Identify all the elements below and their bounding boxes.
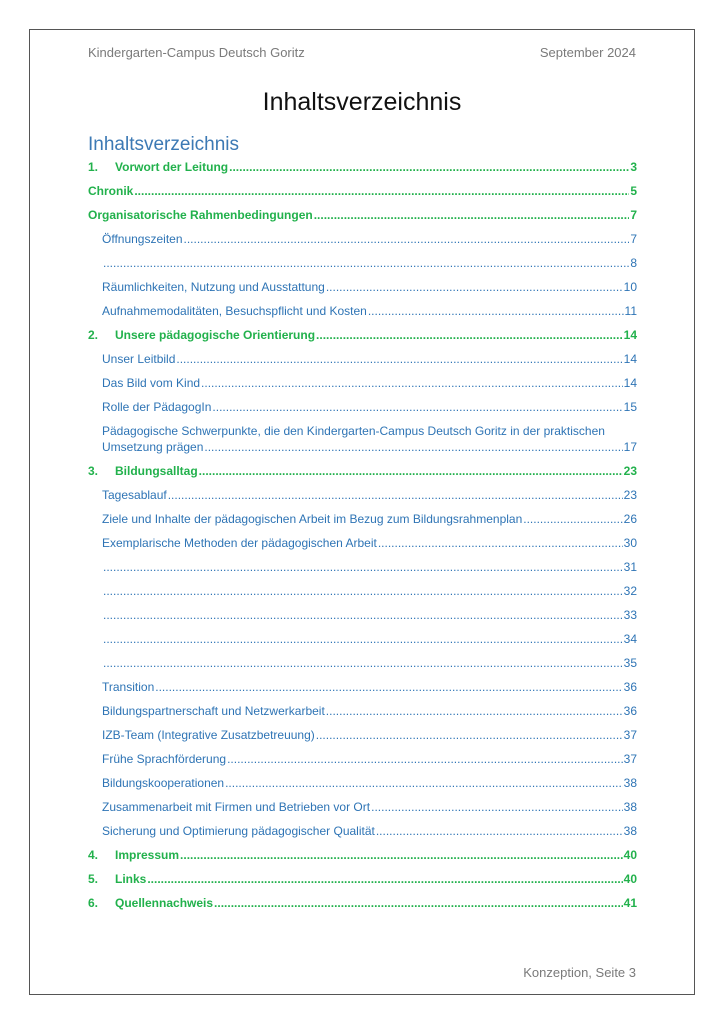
- toc-dot-leader: [326, 703, 623, 719]
- toc-dot-leader: [176, 351, 622, 367]
- toc-entry-number: 6.: [88, 896, 99, 910]
- toc-page-number: 3: [630, 160, 637, 174]
- toc-entry-row: [102, 255, 637, 271]
- toc-entry-text: Öffnungszeiten: [102, 232, 183, 246]
- toc-dot-leader: [316, 327, 623, 343]
- toc-page-number: 11: [624, 304, 637, 318]
- toc-entry-row: [88, 871, 637, 887]
- toc-dot-leader: [103, 607, 623, 623]
- toc-dot-leader: [103, 631, 623, 647]
- toc-page-number: 7: [630, 232, 637, 246]
- toc-dot-leader: [368, 303, 624, 319]
- toc-dot-leader: [103, 583, 623, 599]
- toc-entry-row: [88, 895, 637, 911]
- toc-dot-leader: [199, 463, 623, 479]
- toc-page-number: 8: [630, 256, 637, 270]
- toc-page-number: 7: [630, 208, 637, 222]
- toc-entry[interactable]: [88, 351, 637, 367]
- toc-entry-row: [102, 679, 637, 695]
- toc-entry-row: [102, 351, 637, 367]
- toc-entry-row: [88, 207, 637, 223]
- toc-entry[interactable]: [88, 727, 637, 743]
- toc-entry-row: [88, 463, 637, 479]
- toc-entry-number: 4.: [88, 848, 99, 862]
- toc-dot-leader: [376, 823, 623, 839]
- toc-entry-text: Frühe Sprachförderung: [102, 752, 227, 766]
- toc-entry[interactable]: [88, 703, 637, 719]
- toc-entry-row: [102, 631, 637, 647]
- toc-page-number: 14: [623, 352, 637, 366]
- toc-entry-row: [102, 303, 637, 319]
- footer-page-label: Konzeption, Seite 3: [523, 965, 636, 980]
- toc-page-number: 36: [623, 680, 637, 694]
- toc-entry-row: [88, 183, 637, 199]
- toc-entry-number: 2.: [88, 328, 99, 342]
- toc-page-number: 32: [623, 584, 637, 598]
- toc-dot-leader: [314, 207, 630, 223]
- toc-page-number: 31: [623, 560, 637, 574]
- toc-dot-leader: [180, 847, 623, 863]
- toc-entry-text: Bildungspartnerschaft und Netzwerkarbeit: [102, 704, 325, 718]
- toc-entry[interactable]: [88, 535, 637, 551]
- toc-entry[interactable]: [88, 327, 637, 343]
- toc-entry-text: Organisatorische Rahmenbedingungen: [88, 208, 313, 222]
- toc-page-number: 23: [623, 488, 637, 502]
- toc-entry[interactable]: [88, 847, 637, 863]
- toc-entry[interactable]: [88, 823, 637, 839]
- toc-page-number: 36: [623, 704, 637, 718]
- toc-page-number: 40: [623, 872, 637, 886]
- toc-entry[interactable]: [88, 207, 637, 223]
- toc-heading: Inhaltsverzeichnis: [88, 134, 240, 155]
- toc-entry-text: Transition: [102, 680, 155, 694]
- toc-entry-text: Vorwort der Leitung: [115, 160, 229, 174]
- toc-entry-row: [102, 439, 637, 455]
- toc-entry-row: [102, 607, 637, 623]
- toc-entry-text: Tagesablauf: [102, 488, 167, 502]
- toc-page-number: 41: [623, 896, 637, 910]
- toc-page-number: 35: [623, 656, 637, 670]
- toc-entry[interactable]: [88, 799, 637, 815]
- toc-entry-text: Chronik: [88, 184, 134, 198]
- toc-entry-text: Bildungsalltag: [115, 464, 198, 478]
- toc-dot-leader: [229, 159, 629, 175]
- toc-entry[interactable]: [88, 231, 637, 247]
- toc-entry[interactable]: [88, 183, 637, 199]
- toc-entry-number: 5.: [88, 872, 99, 886]
- toc-entry-number: 3.: [88, 464, 99, 478]
- toc-entry-row: [102, 751, 637, 767]
- toc-entry-text: Impressum: [115, 848, 180, 862]
- toc-entry-text: Ziele und Inhalte der pädagogischen Arbeit im Bezug zum Bildungsrahmenplan: [102, 512, 523, 526]
- toc-entry-row: [88, 847, 637, 863]
- toc-page-number: 38: [623, 776, 637, 790]
- toc-entry-row: [102, 727, 637, 743]
- toc-entry[interactable]: [88, 679, 637, 695]
- toc-entry[interactable]: [88, 871, 637, 887]
- toc-dot-leader: [184, 231, 630, 247]
- toc-entry-text: Links: [115, 872, 147, 886]
- toc-entry-row: [88, 327, 637, 343]
- toc-entry-row: [102, 535, 637, 551]
- toc-entry-row: [102, 799, 637, 815]
- toc-entry[interactable]: [88, 775, 637, 791]
- toc-entry-text: Unsere pädagogische Orientierung: [115, 328, 316, 342]
- toc-entry-row: [102, 487, 637, 503]
- toc-entry[interactable]: [88, 895, 637, 911]
- toc-entry[interactable]: [88, 607, 637, 623]
- toc-entry[interactable]: [88, 631, 637, 647]
- toc-entry-text: Pädagogische Schwerpunkte, die den Kindergarten-Campus Deutsch Goritz in der praktischen: [102, 424, 605, 438]
- toc-dot-leader: [212, 399, 622, 415]
- toc-page-number: 5: [630, 184, 637, 198]
- header-date: September 2024: [539, 45, 636, 60]
- toc-entry-text: Aufnahmemodalitäten, Besuchspflicht und Kosten: [102, 304, 367, 318]
- toc-page-number: 15: [623, 400, 637, 414]
- toc-page-number: 33: [623, 608, 637, 622]
- toc-page-number: 23: [623, 464, 637, 478]
- toc-page-number: 30: [623, 536, 637, 550]
- toc-dot-leader: [134, 183, 629, 199]
- toc-entry-number: 1.: [88, 160, 99, 174]
- toc-entry[interactable]: [88, 255, 637, 271]
- toc-entry-row: [102, 823, 637, 839]
- toc-entry-row: [102, 655, 637, 671]
- toc-entry[interactable]: [88, 511, 637, 527]
- toc-entry[interactable]: [88, 375, 637, 391]
- toc-entry-row: [102, 703, 637, 719]
- page-title: Inhaltsverzeichnis: [262, 88, 462, 116]
- toc-dot-leader: [147, 871, 622, 887]
- toc-entry-row: [102, 559, 637, 575]
- toc-entry-text: Rolle der PädagogIn: [102, 400, 212, 414]
- toc-entry[interactable]: [88, 423, 637, 455]
- toc-entry-row: [102, 511, 637, 527]
- toc-entry-text: Unser Leitbild: [102, 352, 176, 366]
- toc-entry-text: Quellennachweis: [115, 896, 214, 910]
- toc-entry[interactable]: [88, 159, 637, 175]
- toc-page-number: 37: [623, 752, 637, 766]
- toc-dot-leader: [103, 559, 623, 575]
- toc-dot-leader: [371, 799, 623, 815]
- toc-entry-text: Umsetzung prägen: [102, 440, 204, 454]
- toc-entry-text: Räumlichkeiten, Nutzung und Ausstattung: [102, 280, 325, 294]
- toc-dot-leader: [227, 751, 623, 767]
- toc-page-number: 34: [623, 632, 637, 646]
- toc-dot-leader: [155, 679, 622, 695]
- toc-entry-row: [102, 399, 637, 415]
- toc-entry[interactable]: [88, 303, 637, 319]
- toc-dot-leader: [316, 727, 623, 743]
- toc-page-number: 37: [623, 728, 637, 742]
- toc-entry-row: [102, 375, 637, 391]
- toc-dot-leader: [201, 375, 623, 391]
- toc-page-number: 26: [623, 512, 637, 526]
- toc-entry[interactable]: [88, 583, 637, 599]
- toc-entry-text: Zusammenarbeit mit Firmen und Betrieben vor Ort: [102, 800, 371, 814]
- toc-dot-leader: [378, 535, 623, 551]
- toc-entry[interactable]: [88, 655, 637, 671]
- toc-entry-text: Das Bild vom Kind: [102, 376, 201, 390]
- toc-entry-text: Sicherung und Optimierung pädagogischer Qualität: [102, 824, 375, 838]
- toc-entry[interactable]: [88, 279, 637, 295]
- toc-entry-text: Bildungskooperationen: [102, 776, 225, 790]
- toc-dot-leader: [225, 775, 623, 791]
- toc-page-number: 38: [623, 800, 637, 814]
- toc-entry[interactable]: [88, 751, 637, 767]
- toc-dot-leader: [204, 439, 622, 455]
- toc-entry-text: IZB-Team (Integrative Zusatzbetreuung): [102, 728, 315, 742]
- toc-page-number: 40: [623, 848, 637, 862]
- toc-page-number: 14: [623, 328, 637, 342]
- toc-page-number: 38: [623, 824, 637, 838]
- toc-dot-leader: [103, 655, 623, 671]
- toc-entry[interactable]: [88, 559, 637, 575]
- document-page: [29, 29, 695, 995]
- toc-entry-row: [102, 279, 637, 295]
- toc-dot-leader: [523, 511, 622, 527]
- toc-entry-row: [102, 775, 637, 791]
- toc-entry[interactable]: [88, 399, 637, 415]
- toc-dot-leader: [326, 279, 623, 295]
- toc-dot-leader: [214, 895, 623, 911]
- toc-entry-row: [102, 583, 637, 599]
- toc-entry-row: [102, 231, 637, 247]
- toc-entry[interactable]: [88, 487, 637, 503]
- toc-dot-leader: [168, 487, 623, 503]
- header-school-name: Kindergarten-Campus Deutsch Goritz: [88, 45, 305, 60]
- toc-entry-row: [88, 159, 637, 175]
- toc-page-number: 10: [623, 280, 637, 294]
- toc-entry-text: Exemplarische Methoden der pädagogischen Arbeit: [102, 536, 377, 550]
- toc-entry[interactable]: [88, 463, 637, 479]
- toc-page-number: 17: [623, 440, 637, 454]
- toc-dot-leader: [103, 255, 629, 271]
- toc-page-number: 14: [623, 376, 637, 390]
